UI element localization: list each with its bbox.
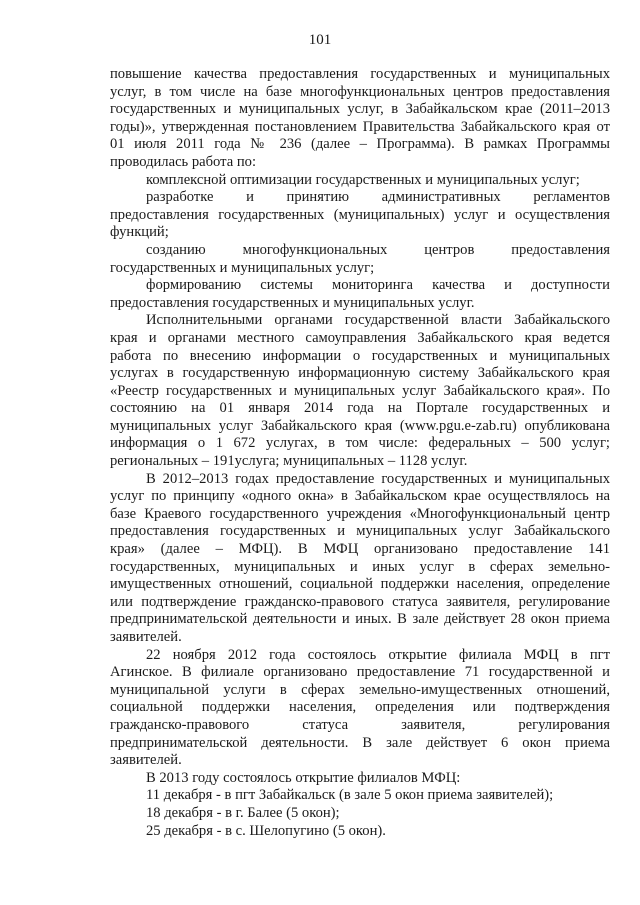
text-line: услугах в государственную информационную систему Забайкальского края <box>110 365 610 382</box>
text-line: края» (далее – МФЦ). В МФЦ организовано предоставление 141 <box>110 541 610 558</box>
text-line: повышение качества предоставления государственных и муниципальных <box>110 66 610 82</box>
text-line: 01 июля 2011 года № 236 (далее – Программа). В рамках Программы <box>110 136 610 153</box>
body-text <box>110 66 610 840</box>
text-line: В 2013 году состоялось открытие филиалов МФЦ: <box>146 769 461 786</box>
text-line: региональных – 191услуга; муниципальных – 1128 услуг. <box>110 453 468 470</box>
text-line: социальной поддержки населения, определения или подтверждения <box>110 699 610 716</box>
text-line: годы)», утвержденная постановлением Правительства Забайкальского края от <box>110 118 610 135</box>
text-line: заявителей. <box>110 752 182 769</box>
text-line: имущественных отношений, социальной поддержки населения, определение <box>110 576 610 593</box>
text-line: информация о 1 672 услугах, в том числе: федеральных – 500 услуг; <box>110 435 610 452</box>
text-line: предоставления государственных и муниципальных услуг. <box>110 294 475 311</box>
text-line: 11 декабря - в пгт Забайкальск (в зале 5 окон приема заявителей); <box>146 787 554 804</box>
text-line: государственных, муниципальных и иных услуг в сферах земельно- <box>110 558 610 575</box>
text-line: услуг по принципу «одного окна» в Забайкальском крае осуществлялось на <box>110 488 610 505</box>
text-line: услуг, в том числе на базе многофункциональных центров предоставления <box>110 83 610 100</box>
text-line: формированию системы мониторинга качества и доступности <box>146 277 610 294</box>
text-line: государственных и муниципальных услуг; <box>110 259 375 276</box>
text-line: предпринимательской деятельности. В зале действует 6 окон приема <box>110 734 610 751</box>
text-line: функций; <box>110 224 169 241</box>
text-line: разработке и принятию административных регламентов <box>146 189 610 206</box>
text-line: муниципальных услуг Забайкальского края (www.pgu.e-zab.ru) опубликована <box>110 417 610 434</box>
text-line: гражданско-правового статуса заявителя, регулирования <box>110 716 610 733</box>
text-line: В 2012–2013 годах предоставление государственных и муниципальных <box>146 470 610 487</box>
text-line: базе Краевого государственного учреждения «Многофункциональный центр <box>110 505 610 522</box>
text-line: предпринимательской деятельности и иных. В зале действует 28 окон приема <box>110 611 610 628</box>
text-line: Исполнительными органами государственной власти Забайкальского <box>146 312 610 329</box>
text-line: 22 ноября 2012 года состоялось открытие филиала МФЦ в пгт <box>146 646 610 663</box>
text-line: 25 декабря - в с. Шелопугино (5 окон). <box>146 822 386 839</box>
text-line: государственных и муниципальных услуг, в Забайкальском крае (2011–2013 <box>110 101 610 118</box>
text-line: или подтверждение гражданско-правового статуса заявителя, регулирование <box>110 593 610 610</box>
text-line: 18 декабря - в г. Балее (5 окон); <box>146 804 340 821</box>
text-line: Агинское. В филиале организовано предоставление 71 государственной и <box>110 664 610 681</box>
page-number: 101 <box>308 32 332 48</box>
text-line: работа по внесению информации о государственных и муниципальных <box>110 347 610 364</box>
text-line: комплексной оптимизации государственных и муниципальных услуг; <box>146 171 580 188</box>
text-line: созданию многофункциональных центров предоставления <box>146 241 610 258</box>
text-line: предоставления государственных (муниципальных) услуг и осуществления <box>110 206 610 223</box>
text-line: муниципальной услуги в сферах земельно-имущественных отношений, <box>110 681 610 698</box>
text-line: предоставления государственных и муниципальных услуг Забайкальского <box>110 523 610 540</box>
text-line: «Реестр государственных и муниципальных услуг Забайкальского края». По <box>110 382 610 399</box>
text-line: состоянию на 01 января 2014 года на Портале государственных и <box>110 400 610 417</box>
text-line: проводилась работа по: <box>110 153 256 170</box>
text-line: заявителей. <box>110 629 182 645</box>
text-line: края и органами местного самоуправления Забайкальского края ведется <box>110 329 610 346</box>
